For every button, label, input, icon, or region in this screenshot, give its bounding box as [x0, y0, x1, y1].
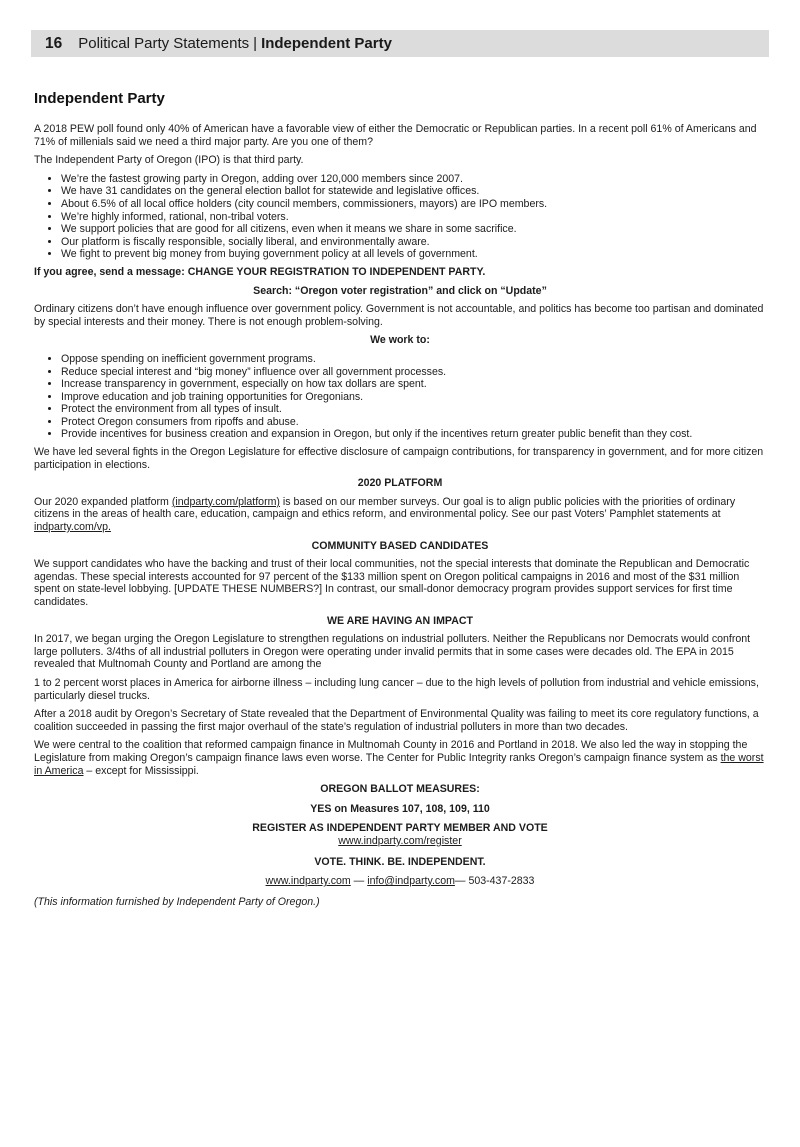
header-separator: | [253, 35, 258, 52]
ballot-heading: OREGON BALLOT MEASURES: [320, 783, 480, 796]
list-item: • We’re highly informed, rational, non-tribal voters. [61, 211, 766, 224]
platform-text-a: Our 2020 expanded platform [34, 495, 169, 508]
intro-paragraph-2: The Independent Party of Oregon (IPO) is that third party. [34, 154, 304, 167]
impact-text-a: We were central to the coalition that reformed campaign finance in Multnomah County in 2016 and Portland in 2018. We also led the way in stopping the Legislature from making Oregon’s campaign finance laws even worse. The Center for Public Integrity ranks Oregon’s campaign finance system as [34, 739, 748, 764]
fights-paragraph: We have led several fights in the Oregon Legislature for effective disclosure of campaign contributions, for transparency in government, and for more citizen participation in elections. [34, 446, 764, 471]
impact-paragraph-2: 1 to 2 percent worst places in America for airborne illness – including lung cancer – due to the high levels of pollution from industrial and vehicle emissions, particularly diesel trucks. [34, 676, 759, 702]
statement-body [34, 90, 766, 914]
slogan: VOTE. THINK. BE. INDEPENDENT. [314, 855, 486, 868]
register-block [34, 822, 766, 847]
impact-text-b: – except for Mississippi. [86, 764, 199, 777]
contact-dash: — [353, 875, 365, 888]
page-header [31, 30, 769, 57]
list-item: • Protect the environment from all types of insult. [61, 403, 766, 416]
list-item: • We have 31 candidates on the general election ballot for statewide and legislative offices. [61, 185, 766, 198]
work-heading: We work to: [370, 334, 430, 347]
ballot-block [34, 783, 766, 888]
message-line [34, 266, 766, 279]
ballot-measures: YES on Measures 107, 108, 109, 110 [310, 802, 490, 815]
list-item: • Improve education and job training opportunities for Oregonians. [61, 391, 766, 404]
list-item: • Oppose spending on inefficient government programs. [61, 353, 766, 366]
email-link[interactable]: info@indparty.com [367, 875, 455, 888]
page-title: Independent Party [34, 90, 165, 107]
past-statements-link[interactable]: indparty.com/vp. [34, 521, 111, 534]
list-item: • We’re the fastest growing party in Oregon, adding over 120,000 members since 2007. [61, 173, 766, 186]
platform-text-b: is based on our member surveys. Our goal is to align public policies with the priorities of ordinary citizens in the areas of health care, education, campaign and ethics reform, and environmental policy. See our past Voters’ Pamphlet statements at [34, 495, 736, 521]
list-item: • Reduce special interest and “big money” influence over all government processes. [61, 366, 766, 379]
list-item: • We fight to prevent big money from buying government policy at all levels of government. [61, 248, 766, 261]
worst-in-america-link[interactable]: the worst in America [34, 751, 764, 777]
impact-paragraph-4 [34, 739, 766, 777]
list-item: • Our platform is fiscally responsible, socially liberal, and environmentally aware. [61, 236, 766, 249]
contact-line [34, 875, 766, 888]
platform-heading: 2020 PLATFORM [357, 477, 443, 490]
list-item: • Protect Oregon consumers from ripoffs and abuse. [61, 416, 766, 429]
platform-paragraph [34, 496, 766, 534]
list-item: • Provide incentives for business creation and expansion in Oregon, but only if the incentives return greater public benefit than they cost. [61, 428, 766, 441]
message-lead: If you agree, send a message: [34, 265, 185, 278]
list-item: • About 6.5% of all local office holders (city council members, commissioners, mayors) are IPO members. [61, 198, 766, 211]
phone-number: — 503-437-2833 [454, 875, 535, 888]
goals-list [34, 353, 766, 441]
header-party: Independent Party [261, 35, 392, 52]
search-instruction: Search: “Oregon voter registration” and click on “Update” [253, 284, 547, 297]
party-facts-list [34, 173, 766, 261]
intro-paragraph-1: A 2018 PEW poll found only 40% of American have a favorable view of either the Democratic or Republican parties. In a recent poll 61% of Americans and 71% of millenials said we need a third major party. Are you one of them? [34, 123, 757, 148]
website-link[interactable]: www.indparty.com [265, 875, 351, 888]
furnished-note: (This information furnished by Independent Party of Oregon.) [34, 895, 320, 908]
community-heading: COMMUNITY BASED CANDIDATES [311, 539, 489, 552]
impact-paragraph-3: After a 2018 audit by Oregon’s Secretary of State revealed that the Department of Environmental Quality was failing to meet its core regulatory functions, a coalition succeeded in passing the first major overhaul of the state’s regulation of industrial polluters in more than two decades. [34, 708, 759, 733]
platform-link[interactable]: (indparty.com/platform) [171, 495, 280, 508]
page-number: 16 [45, 34, 63, 52]
impact-paragraph-1: In 2017, we began urging the Oregon Legislature to strengthen regulations on industrial polluters. Neither the Republicans nor Democrats would confront large polluters. 3/4ths of all industrial polluters in Oregon were operating under invalid permits that in some cases were decades old. The EPA in 2015 revealed that Multnomah County and Portland are among the [34, 633, 751, 671]
register-link[interactable]: www.indparty.com/register [338, 834, 462, 847]
header-section: Political Party Statements [78, 35, 250, 52]
register-heading: REGISTER AS INDEPENDENT PARTY MEMBER AND VOTE [252, 822, 548, 835]
list-item: • Increase transparency in government, especially on how tax dollars are spent. [61, 378, 766, 391]
community-paragraph: We support candidates who have the backing and trust of their local communities, not the special interests that dominate the Republican and Democratic agendas. These special interests accounted for 97 percent of the $133 million spent on Oregon political campaigns in 2016 and most of the $31 million spent on state-level lobbying. [UPDATE THESE NUMBERS?] In contrast, our small-donor democracy program provides support services for first time candidates. [34, 558, 750, 608]
message-action: CHANGE YOUR REGISTRATION TO INDEPENDENT PARTY. [187, 265, 486, 278]
impact-heading: WE ARE HAVING AN IMPACT [327, 614, 473, 627]
influence-paragraph: Ordinary citizens don’t have enough influence over government policy. Government is not accountable, and politics has become too partisan and dominated by special interests and their money. There is not enough problem-solving. [34, 303, 764, 328]
list-item: • We support policies that are good for all citizens, even when it means we share in some sacrifice. [61, 223, 766, 236]
